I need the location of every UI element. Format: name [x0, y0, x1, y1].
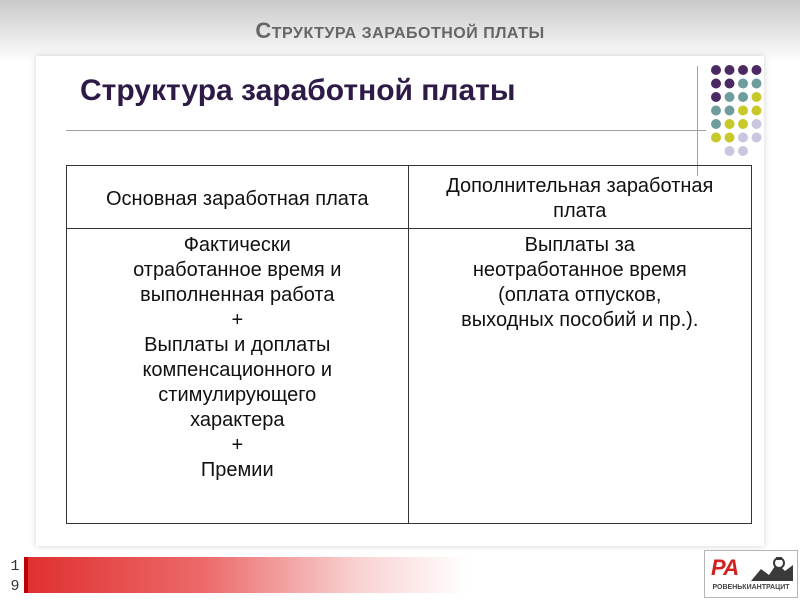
decorative-dot	[752, 119, 762, 129]
decorative-dot	[738, 106, 748, 116]
header-title-initial: С	[255, 18, 272, 43]
main-salary-cell	[67, 229, 409, 524]
cell-line: Выплаты за	[524, 234, 635, 256]
decorative-dot	[711, 133, 721, 143]
salary-structure-table	[66, 165, 752, 524]
cell-line: Премии	[200, 459, 274, 481]
slide-number-digit: 9	[10, 578, 20, 595]
logo-text: РОВЕНЬКИАНТРАЦИТ	[712, 584, 790, 591]
decorative-dots-grid	[710, 64, 774, 160]
decorative-dot	[738, 92, 748, 102]
decorative-dot	[738, 79, 748, 89]
decorative-dot	[711, 79, 721, 89]
slide-number-digit: 1	[10, 558, 20, 575]
footer-red-band	[28, 557, 468, 593]
mining-lamp-icon	[751, 555, 793, 581]
cell-line: (оплата отпусков,	[498, 284, 662, 306]
header-title-rest: ТРУКТУРА ЗАРАБОТНОЙ ПЛАТЫ	[271, 25, 545, 42]
decorative-dot	[752, 79, 762, 89]
cell-line: Выплаты и доплаты	[144, 334, 331, 356]
cell-line: отработанное время и	[133, 259, 342, 281]
slide-number	[7, 557, 23, 597]
slide-title: Структура заработной платы	[80, 74, 516, 107]
decorative-dot	[738, 65, 748, 75]
cell-line: неотработанное время	[472, 259, 687, 281]
cell-line: характера	[190, 409, 285, 431]
decorative-dot	[711, 65, 721, 75]
decorative-dot	[752, 133, 762, 143]
cell-line: +	[231, 309, 244, 331]
logo-mark: РА	[711, 555, 739, 580]
cell-line: стимулирующего	[158, 384, 317, 406]
decorative-dot	[752, 65, 762, 75]
header-additional-salary: Дополнительная заработная плата	[408, 166, 751, 229]
decorative-dot	[738, 133, 748, 143]
cell-line: выполненная работа	[140, 284, 335, 306]
decorative-dot	[738, 146, 748, 156]
decorative-dot	[725, 65, 735, 75]
additional-salary-cell	[408, 229, 751, 524]
decorative-dot	[725, 79, 735, 89]
cell-line: выходных пособий и пр.).	[461, 309, 699, 331]
table-row	[67, 229, 752, 524]
table-header-row	[67, 166, 752, 229]
horizontal-divider	[66, 130, 706, 131]
decorative-dot	[738, 119, 748, 129]
cell-line: Фактически	[183, 234, 291, 256]
decorative-dot	[725, 106, 735, 116]
decorative-dot	[725, 119, 735, 129]
decorative-dot	[752, 106, 762, 116]
company-logo	[704, 550, 798, 598]
vertical-divider	[697, 66, 698, 176]
decorative-dot	[711, 119, 721, 129]
decorative-dot	[711, 106, 721, 116]
decorative-dot	[725, 146, 735, 156]
decorative-dot	[711, 92, 721, 102]
cell-line: +	[231, 434, 244, 456]
cell-line: компенсационного и	[142, 359, 333, 381]
header-main-salary: Основная заработная плата	[67, 166, 409, 229]
decorative-dot	[725, 92, 735, 102]
decorative-dot	[725, 133, 735, 143]
decorative-dot	[752, 92, 762, 102]
header-title	[0, 18, 800, 44]
